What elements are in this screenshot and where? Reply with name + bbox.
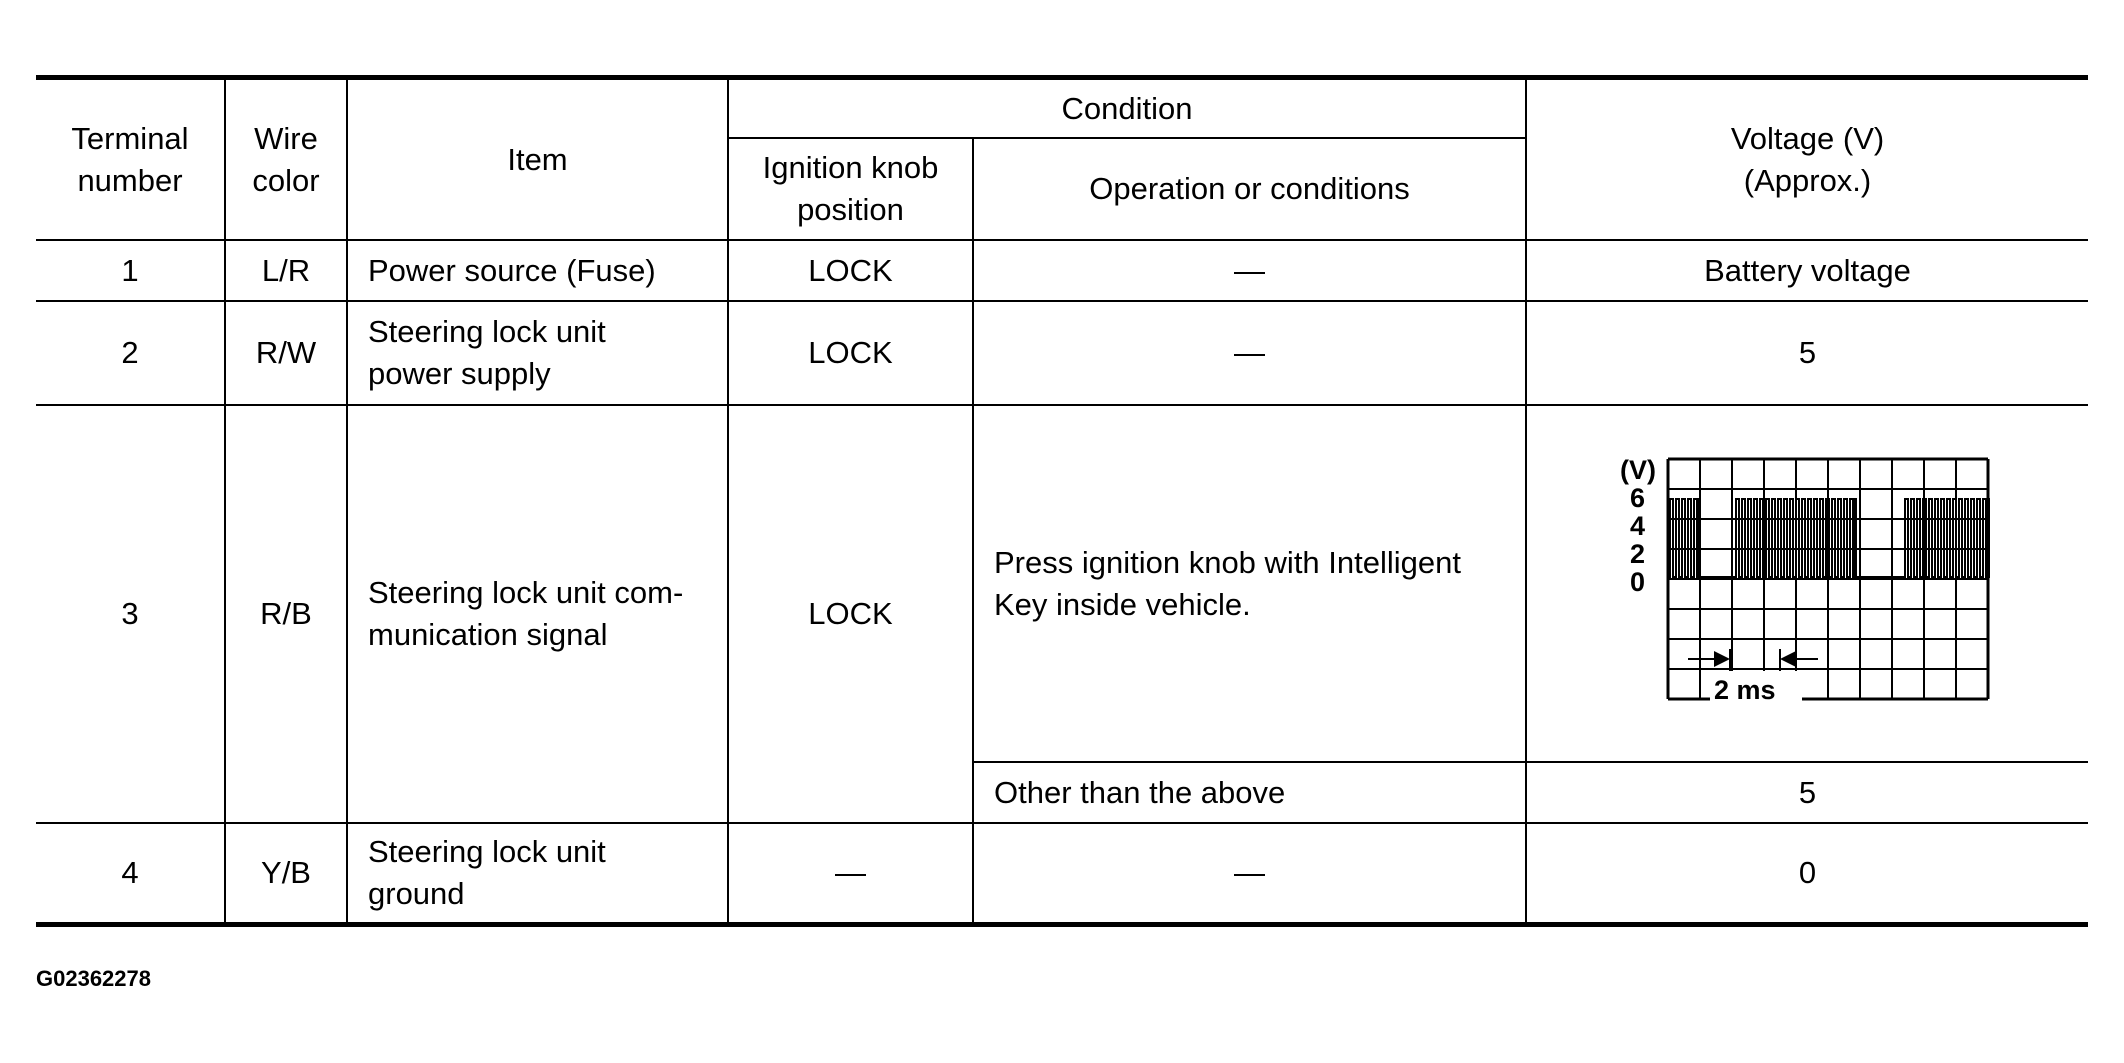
terminal-cell: 3 [36, 405, 225, 823]
operation-cell: — [973, 240, 1526, 301]
figure-id: G02362278 [36, 966, 151, 991]
terminal-cell: 4 [36, 823, 225, 924]
header-condition: Condition [728, 78, 1526, 139]
header-wire-color: Wire color [225, 78, 347, 241]
table-row [36, 823, 2088, 924]
waveform-y-tick: 0 [1629, 566, 1645, 597]
waveform-y-tick: 4 [1629, 510, 1645, 541]
operation-cell: — [973, 301, 1526, 405]
operation-cell: Other than the above [973, 762, 1526, 823]
terminal-spec-table [36, 75, 2088, 927]
waveform-unit-label: (V) [1619, 454, 1656, 485]
operation-cell: Press ignition knob with Intelligent Key inside vehicle. [973, 405, 1526, 762]
voltage-cell: 0 [1526, 823, 2088, 924]
wire-color-cell: R/B [225, 405, 347, 823]
header-item: Item [347, 78, 728, 241]
header-row-1 [36, 78, 2088, 139]
waveform-y-tick: 6 [1629, 482, 1645, 513]
voltage-cell: Battery voltage [1526, 240, 2088, 301]
table-row [36, 240, 2088, 301]
header-voltage: Voltage (V) (Approx.) [1526, 78, 2088, 241]
header-terminal-number: Terminal number [36, 78, 225, 241]
ignition-cell: — [728, 823, 973, 924]
voltage-cell: 5 [1526, 301, 2088, 405]
wire-color-cell: L/R [225, 240, 347, 301]
item-cell: Power source (Fuse) [347, 240, 728, 301]
header-ignition-knob-position: Ignition knob position [728, 138, 973, 240]
ignition-cell: LOCK [728, 301, 973, 405]
waveform-signal [1668, 499, 1989, 577]
waveform-y-tick: 2 [1629, 538, 1645, 569]
wire-color-cell: Y/B [225, 823, 347, 924]
terminal-cell: 1 [36, 240, 225, 301]
table-row [36, 405, 2088, 762]
item-cell: Steering lock unit com- munication signal [347, 405, 728, 823]
operation-cell: — [973, 823, 1526, 924]
item-cell: Steering lock unit ground [347, 823, 728, 924]
voltage-cell: 5 [1526, 762, 2088, 823]
table-row [36, 301, 2088, 405]
terminal-cell: 2 [36, 301, 225, 405]
wire-color-cell: R/W [225, 301, 347, 405]
item-cell: Steering lock unit power supply [347, 301, 728, 405]
header-operation-or-conditions: Operation or conditions [973, 138, 1526, 240]
ignition-cell: LOCK [728, 240, 973, 301]
waveform-graph [1618, 449, 1998, 719]
time-scale-marker [1688, 649, 1818, 671]
time-scale-label: 2 ms [1713, 674, 1776, 705]
voltage-waveform-cell [1526, 405, 2088, 762]
ignition-cell: LOCK [728, 405, 973, 823]
